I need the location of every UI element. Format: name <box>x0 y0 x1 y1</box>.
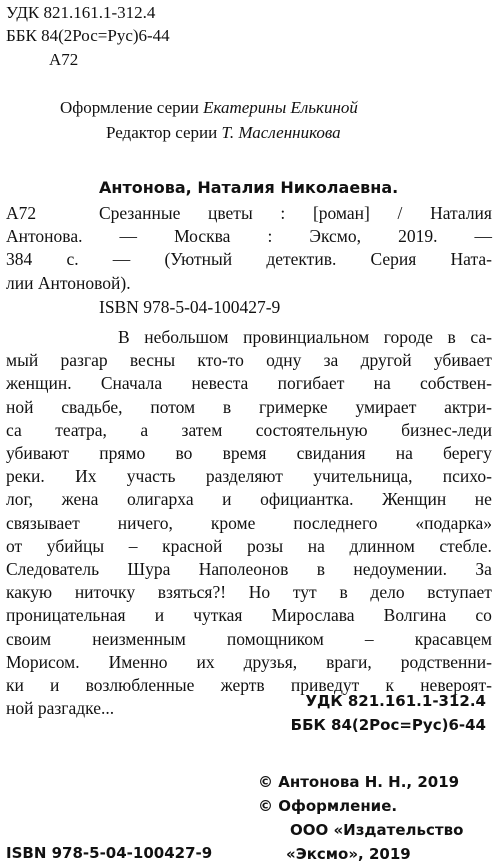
bbk-code: ББК 84(2Рос=Рус)6-44 <box>6 26 170 45</box>
bib-word: Наталия <box>430 203 492 223</box>
annotation-word: какую <box>6 582 53 603</box>
bib-word: / <box>397 203 403 223</box>
bib-word: Эксмо, <box>309 226 362 247</box>
footer-udk: УДК 821.161.1-312.4 <box>305 692 486 710</box>
copyright-author: © Антонова Н. Н., 2019 <box>258 773 460 791</box>
annotation-word: олигарха <box>126 489 194 510</box>
annotation-word: театра, <box>55 419 107 440</box>
annotation-word: вступает <box>427 582 492 603</box>
annotation-word: а <box>140 419 149 440</box>
annotation-word: берегу <box>443 443 492 463</box>
annotation-word: и <box>154 605 165 626</box>
annotation-word: приведут <box>290 675 360 695</box>
annotation-word: ничего, <box>117 512 173 533</box>
annotation-word: Наполеонов <box>198 559 289 579</box>
annotation-word: убивают <box>6 443 70 463</box>
annotation-word: убийцы <box>46 535 105 556</box>
annotation-line <box>6 535 492 558</box>
annotation-word: за <box>323 350 339 371</box>
annotation-word: в <box>316 559 325 579</box>
annotation-word: на <box>395 443 413 463</box>
annotation-word: невероят- <box>420 675 492 695</box>
annotation-word: тут <box>292 582 317 603</box>
annotation-line <box>6 349 492 372</box>
annotation-word: друзья, <box>243 651 298 672</box>
annotation-word: разделяют <box>205 466 283 487</box>
bib-line <box>6 248 492 271</box>
bib-isbn: ISBN 978-5-04-100427-9 <box>99 297 281 317</box>
bib-word: Серия <box>370 249 417 270</box>
annotation-word: потом <box>150 396 196 417</box>
annotation-word: Шура <box>127 559 171 579</box>
copyright-design: © Оформление. <box>258 797 398 815</box>
annotation-word: красавцем <box>414 628 492 649</box>
annotation-word: своим <box>6 628 52 649</box>
annotation-line <box>6 628 492 651</box>
annotation-word: мый <box>6 350 39 371</box>
annotation-word: ки <box>6 675 24 695</box>
annotation-word: свадьбе, <box>61 396 123 417</box>
annotation-line <box>6 581 492 604</box>
bib-line <box>6 225 492 248</box>
annotation-word: затем <box>181 419 223 440</box>
annotation-word: на <box>307 535 325 556</box>
bib-word: Срезанные <box>99 203 181 223</box>
annotation-word: дело <box>370 582 405 603</box>
bib-word: Антонова. <box>6 226 83 247</box>
bib-word: [роман] <box>312 203 370 223</box>
annotation-line <box>6 442 492 465</box>
author-heading: Антонова, Наталия Николаевна. <box>99 178 399 197</box>
footer-bbk: ББК 84(2Рос=Рус)6-44 <box>290 716 486 734</box>
annotation-word: состоятельную <box>255 419 368 440</box>
annotation-word: связывает <box>6 512 80 533</box>
annotation-word: Женщин <box>382 489 447 510</box>
annotation-word: от <box>6 535 23 556</box>
footer-isbn: ISBN 978-5-04-100427-9 <box>6 844 213 862</box>
bib-word: Ната- <box>450 249 492 270</box>
annotation-word: жена <box>61 489 99 510</box>
annotation-word: провинциальном <box>243 327 370 347</box>
annotation-word: са- <box>470 327 492 347</box>
annotation-word: и <box>50 675 60 695</box>
design-label: Оформление серии <box>60 98 199 117</box>
annotation-line <box>6 372 492 395</box>
annotation-word: последнего <box>293 512 378 533</box>
annotation-word: ной <box>6 396 34 417</box>
annotation-word: Именно <box>108 651 168 672</box>
annotation-word: длинном <box>349 535 415 556</box>
annotation-word: лог, <box>6 489 34 510</box>
annotation-word: во <box>175 443 193 463</box>
annotation-word: на <box>373 373 391 394</box>
annotation-word: «подарка» <box>415 512 492 533</box>
annotation-line <box>118 326 492 349</box>
annotation-word: кто-то <box>197 350 244 371</box>
annotation-word: их <box>196 651 215 672</box>
annotation-word: Следователь <box>6 559 100 579</box>
bib-word: : <box>280 203 286 223</box>
annotation-word: невеста <box>191 373 249 394</box>
annotation-word: родственни- <box>400 651 492 672</box>
annotation-word: неизменным <box>92 628 186 649</box>
annotation-word: небольшом <box>144 327 229 347</box>
annotation-word: Мирослава <box>271 605 355 626</box>
annotation-line <box>6 465 492 488</box>
annotation-word: красной <box>162 535 223 556</box>
annotation-word: свидания <box>296 443 366 463</box>
annotation-word: За <box>475 559 492 579</box>
annotation-word: помощником <box>226 628 324 649</box>
annotation-line <box>6 488 492 511</box>
annotation-line <box>6 604 492 627</box>
annotation-line <box>6 396 492 419</box>
annotation-word: умирает <box>355 396 417 417</box>
annotation-word: время <box>222 443 267 463</box>
udk-code: УДК 821.161.1-312.4 <box>6 3 156 22</box>
annotation-word: са <box>6 419 22 440</box>
author-sign: А72 <box>49 50 79 69</box>
annotation-word: в <box>447 327 456 347</box>
bib-line <box>6 272 131 295</box>
annotation-word: Сначала <box>100 373 163 394</box>
annotation-word: стебле. <box>439 535 492 556</box>
annotation-word: убивает <box>433 350 492 371</box>
design-name: Екатерины Елькиной <box>203 98 358 117</box>
annotation-word: – <box>128 535 138 556</box>
bib-word: — <box>119 226 138 247</box>
annotation-word: официантка. <box>260 489 354 510</box>
annotation-word: другой <box>360 350 412 371</box>
bib-word: (Уютный <box>164 249 233 270</box>
bib-sign: А72 <box>6 203 37 223</box>
annotation-line: ной разгадке... <box>6 698 115 719</box>
bib-word: с. <box>66 249 79 270</box>
annotation-word: весны <box>129 350 176 371</box>
annotation-word: прямо <box>99 443 146 463</box>
copyright-publisher-1: ООО «Издательство <box>290 821 464 839</box>
annotation-word: женщин. <box>6 373 72 394</box>
bib-word: : <box>267 226 273 247</box>
annotation-word: в <box>339 582 348 603</box>
annotation-word: проницательная <box>6 605 126 626</box>
annotation-line <box>6 651 492 674</box>
annotation-word: недоумении. <box>353 559 448 579</box>
annotation-word: и <box>222 489 232 510</box>
bib-word: — <box>112 249 131 270</box>
annotation-word: В <box>118 327 130 347</box>
annotation-word: актри- <box>444 396 492 417</box>
annotation-word: психо- <box>442 466 492 487</box>
annotation-word: участь <box>126 466 176 487</box>
annotation-word: Их <box>75 466 97 487</box>
annotation-word: розы <box>246 535 284 556</box>
editor-label: Редактор серии <box>106 123 218 142</box>
annotation-word: собствен- <box>420 373 492 394</box>
series-design-credit <box>60 98 358 118</box>
annotation-word: возлюбленные <box>85 675 195 695</box>
annotation-word: к <box>385 675 395 695</box>
bib-word: 384 <box>6 249 33 270</box>
annotation-word: реки. <box>6 466 45 487</box>
annotation-word: разгар <box>60 350 108 371</box>
bib-word: лии Антоновой). <box>6 272 131 293</box>
bib-word: Москва <box>174 226 231 247</box>
annotation-line <box>6 419 492 442</box>
annotation-word: гримерке <box>258 396 328 417</box>
annotation-word: ниточку <box>74 582 136 603</box>
annotation-word: враги, <box>326 651 372 672</box>
bib-word: цветы <box>208 203 253 223</box>
bib-line <box>99 202 492 225</box>
annotation-word: бизнес-леди <box>401 419 492 440</box>
annotation-word: взяться?! <box>157 582 227 603</box>
annotation-word: со <box>475 605 492 626</box>
copyright-publisher-2: «Эксмо», 2019 <box>286 845 411 863</box>
annotation-word: чуткая <box>193 605 243 626</box>
annotation-line <box>6 512 492 535</box>
annotation-word: в <box>222 396 232 417</box>
annotation-word: Морисом. <box>6 651 80 672</box>
annotation-word: Волгина <box>383 605 447 626</box>
bib-word: — <box>474 226 492 247</box>
annotation-word: городе <box>383 327 433 347</box>
annotation-word: не <box>474 489 492 510</box>
annotation-word: – <box>364 628 374 649</box>
annotation-word: одну <box>266 350 302 371</box>
series-editor-credit <box>106 123 341 143</box>
annotation-line <box>6 558 492 581</box>
annotation-word: учительница, <box>313 466 413 487</box>
annotation-word: Но <box>248 582 271 603</box>
annotation-word: кроме <box>210 512 256 533</box>
annotation-word: погибает <box>277 373 345 394</box>
bib-word: 2019. <box>398 226 438 247</box>
bib-word: детектив. <box>266 249 337 270</box>
editor-name: Т. Масленникова <box>221 123 341 142</box>
annotation-word: жертв <box>220 675 265 695</box>
